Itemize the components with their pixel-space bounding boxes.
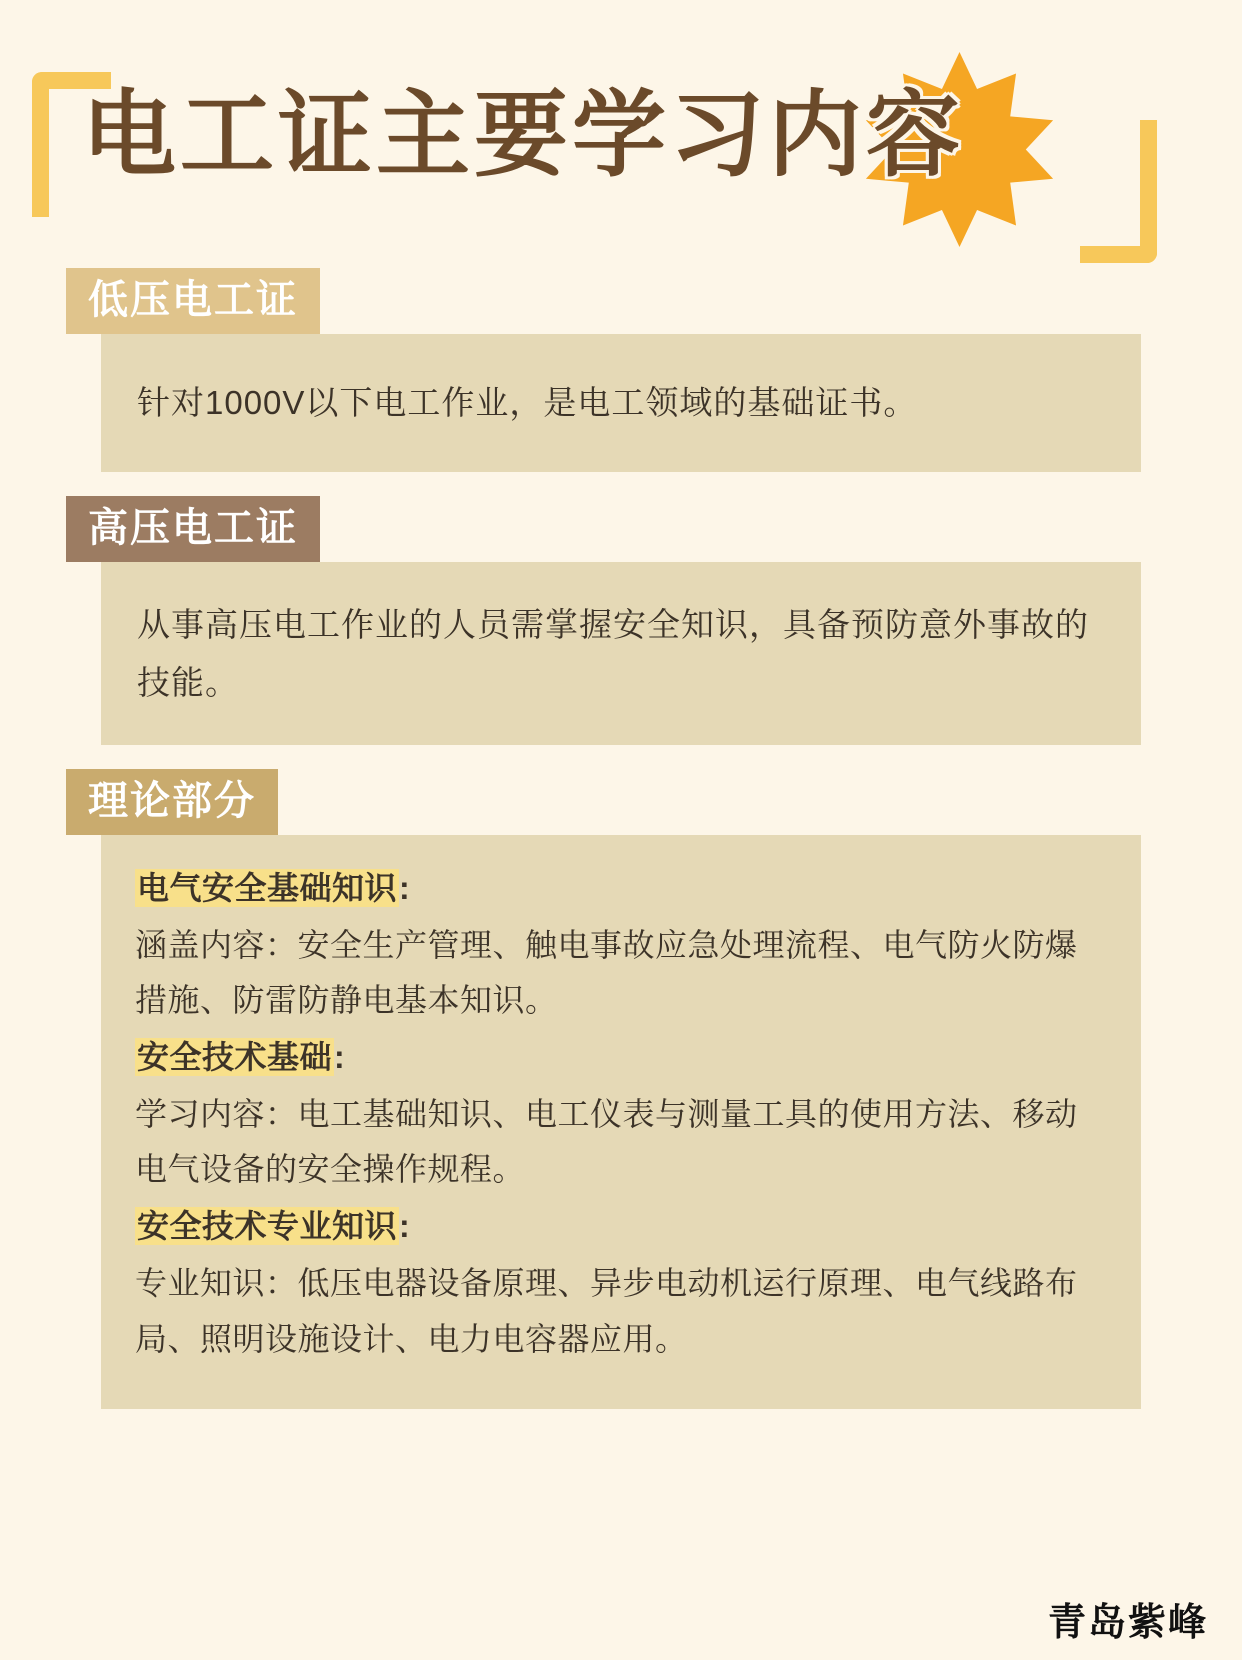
theory-item-label-3 [135,1199,1107,1254]
section-heading-theory: 理论部分 [66,769,278,835]
section-body-theory [101,835,1141,1408]
theory-item-text-2: 学习内容：电工基础知识、电工仪表与测量工具的使用方法、移动电气设备的安全操作规程。 [135,1096,1078,1188]
theory-item-text-3: 专业知识：低压电器设备原理、异步电动机运行原理、电气线路布局、照明设施设计、电力电容器应用。 [135,1265,1078,1357]
theory-item-label-3-highlight: 安全技术专业知识 [137,1208,398,1245]
section-heading-high-voltage: 高压电工证 [66,496,320,562]
theory-item-label-2-highlight: 安全技术基础 [137,1039,333,1076]
bracket-right-decoration [1080,120,1157,263]
section-low-voltage [0,268,1242,472]
theory-item-label-2-suffix: : [334,1039,346,1076]
page-title: 电工证主要学习内容 [82,82,965,187]
section-body-high-voltage: 从事高压电工作业的人员需掌握安全知识，具备预防意外事故的技能。 [101,562,1141,746]
theory-item-label-1-highlight: 电气安全基础知识 [137,870,398,907]
theory-item-label-2 [135,1030,1107,1085]
theory-item-label-1 [135,861,1107,916]
section-heading-low-voltage: 低压电工证 [66,268,320,334]
section-body-low-voltage: 针对1000V以下电工作业，是电工领域的基础证书。 [101,334,1141,472]
section-theory [0,769,1242,1408]
theory-item-text-1: 涵盖内容：安全生产管理、触电事故应急处理流程、电气防火防爆措施、防雷防静电基本知识。 [135,927,1078,1019]
title-area [0,0,1242,268]
signature-watermark: 青岛紫峰 [1047,1602,1208,1644]
theory-item-label-1-suffix: : [399,870,411,907]
theory-item-label-3-suffix: : [399,1208,411,1245]
section-high-voltage [0,496,1242,746]
